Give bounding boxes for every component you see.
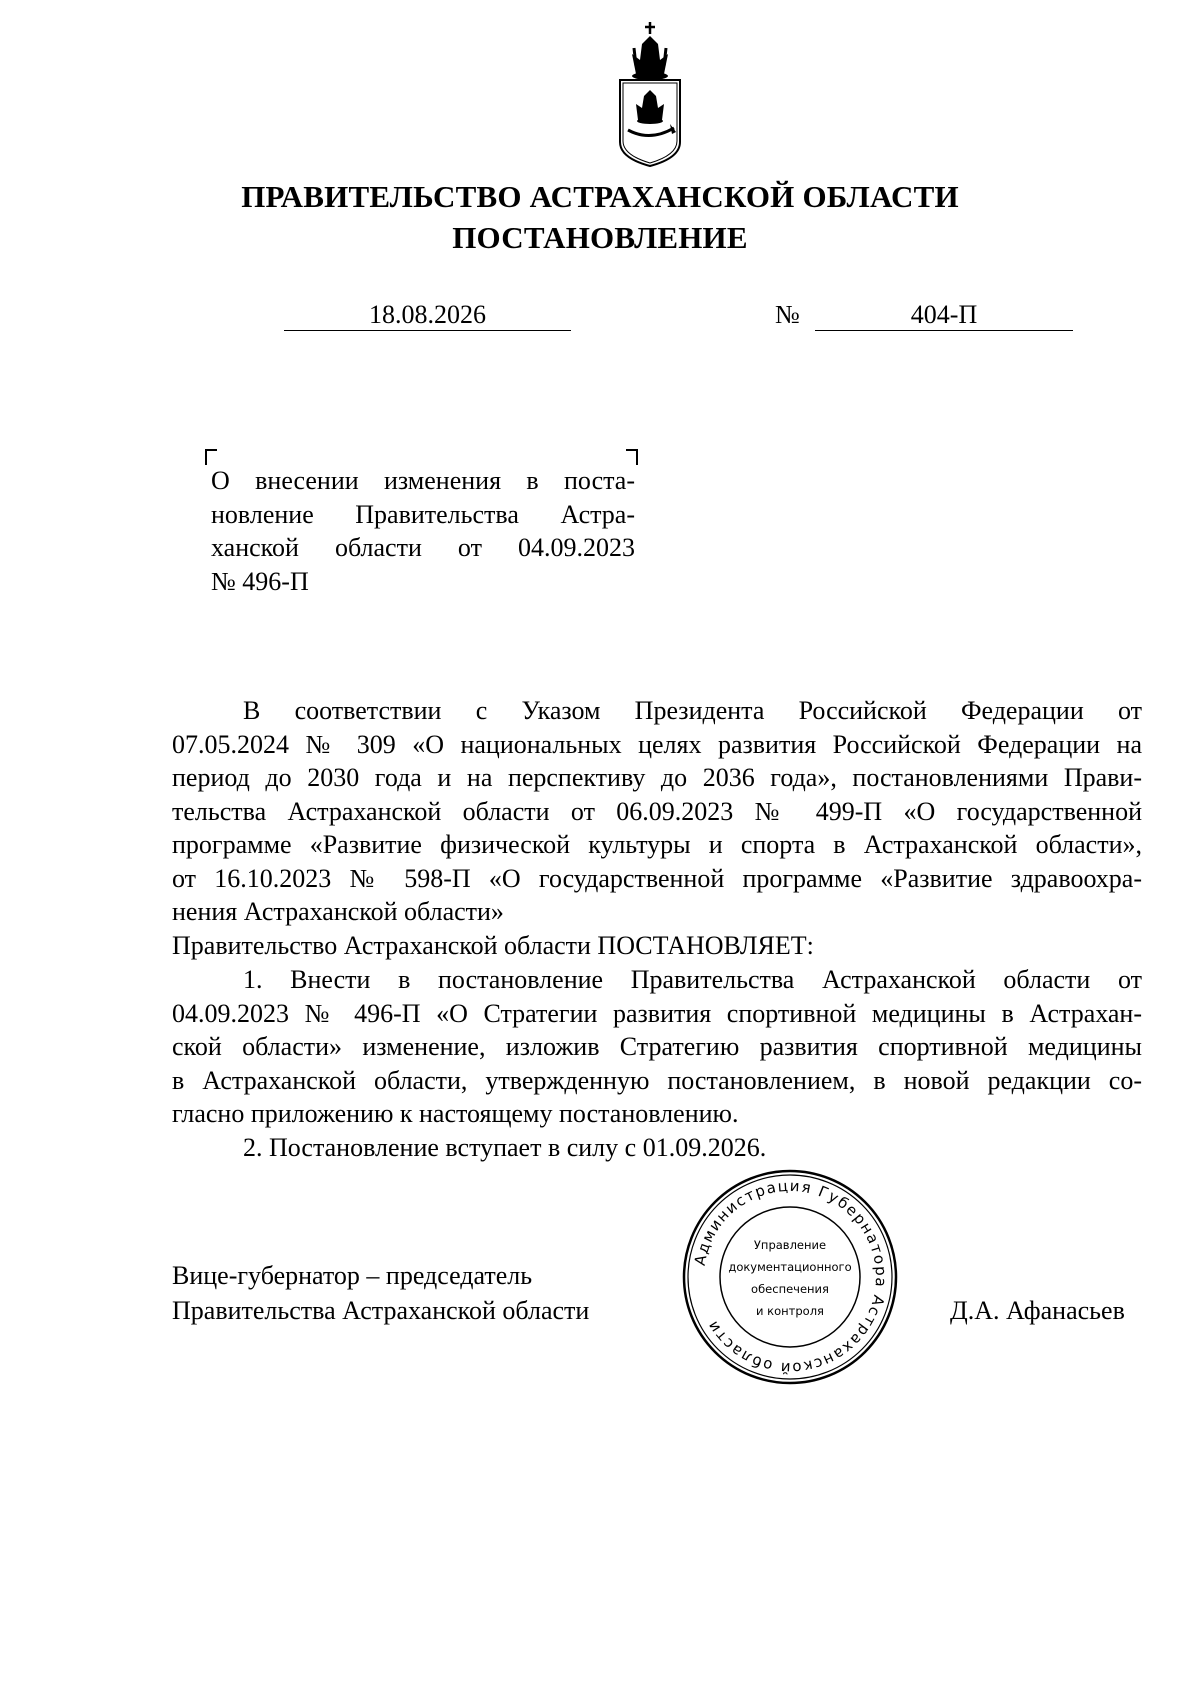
subject-line: О внесении изменения в поста-	[211, 466, 635, 495]
document-number: 404-П	[815, 300, 1073, 331]
signatory-name: Д.А. Афанасьев	[950, 1296, 1125, 1325]
stamp-outer-ring-inner	[688, 1175, 892, 1379]
coat-of-arms-icon	[606, 18, 694, 170]
stamp-inner-ring	[720, 1207, 860, 1347]
decree-phrase-paragraph	[172, 929, 1142, 963]
subject-corner-right	[626, 449, 638, 465]
item-1-line: в Астраханской области, утвержденную постановлением, в новой редакции со-	[172, 1065, 1142, 1095]
number-sign: №	[775, 300, 800, 329]
preamble-line: В соответствии с Указом Президента Российской Федерации от	[243, 696, 1142, 725]
preamble-line: 07.05.2024 № 309 «О национальных целях развития Российской Федерации на	[172, 729, 1142, 759]
stamp-outer-ring	[684, 1171, 896, 1383]
item-1-line: 1. Внести в постановление Правительства Астраханской области от	[243, 965, 1142, 994]
item-2-line: 2. Постановление вступает в силу с 01.09.2026.	[243, 1133, 767, 1162]
preamble-line: нения Астраханской области»	[172, 897, 504, 926]
preamble-line: период до 2030 года и на перспективу до 2036 года», постановлениями Прави-	[172, 763, 1142, 792]
subject-line: новление Правительства Астра-	[211, 499, 635, 529]
signatory-position	[172, 1258, 589, 1328]
document-type-title: ПОСТАНОВЛЕНИЕ	[452, 220, 748, 255]
item-1-line: 04.09.2023 № 496-П «О Стратегии развития спортивной медицины в Астрахан-	[172, 998, 1142, 1028]
stamp-inner-line: обеспечения	[751, 1282, 829, 1296]
subject-line: ханской области от 04.09.2023	[211, 533, 635, 562]
subject-corner-left	[205, 449, 217, 465]
item-2-paragraph	[172, 1131, 1142, 1165]
stamp-outer-text: Администрация Губернатора Астраханской области	[690, 1176, 891, 1378]
official-stamp	[680, 1167, 900, 1387]
stamp-inner-line: Управление	[753, 1238, 827, 1252]
signatory-position-line: Правительства Астраханской области	[172, 1296, 590, 1325]
signatory-position-line: Вице-губернатор – председатель	[172, 1261, 533, 1290]
preamble-line: тельства Астраханской области от 06.09.2023 № 499-П «О государственной	[172, 796, 1142, 826]
stamp-inner-line: и контроля	[756, 1304, 824, 1318]
preamble-line: от 16.10.2023 № 598-П «О государственной программе «Развитие здравоохра-	[172, 863, 1142, 893]
organization-title: ПРАВИТЕЛЬСТВО АСТРАХАНСКОЙ ОБЛАСТИ	[241, 179, 959, 214]
decree-phrase: Правительство Астраханской области ПОСТАНОВЛЯЕТ:	[172, 931, 814, 960]
preamble-paragraph	[172, 694, 1142, 929]
item-1-line: ской области» изменение, изложив Стратегию развития спортивной медицины	[172, 1032, 1142, 1061]
document-date: 18.08.2026	[284, 300, 571, 331]
preamble-line: программе «Развитие физической культуры и спорта в Астраханской области»,	[172, 830, 1142, 859]
item-1-paragraph	[172, 963, 1142, 1131]
subject-line: № 496-П	[211, 566, 309, 596]
document-subject	[211, 464, 635, 598]
stamp-inner-line: документационного	[728, 1260, 852, 1274]
item-1-line: гласно приложению к настоящему постановлению.	[172, 1099, 739, 1128]
